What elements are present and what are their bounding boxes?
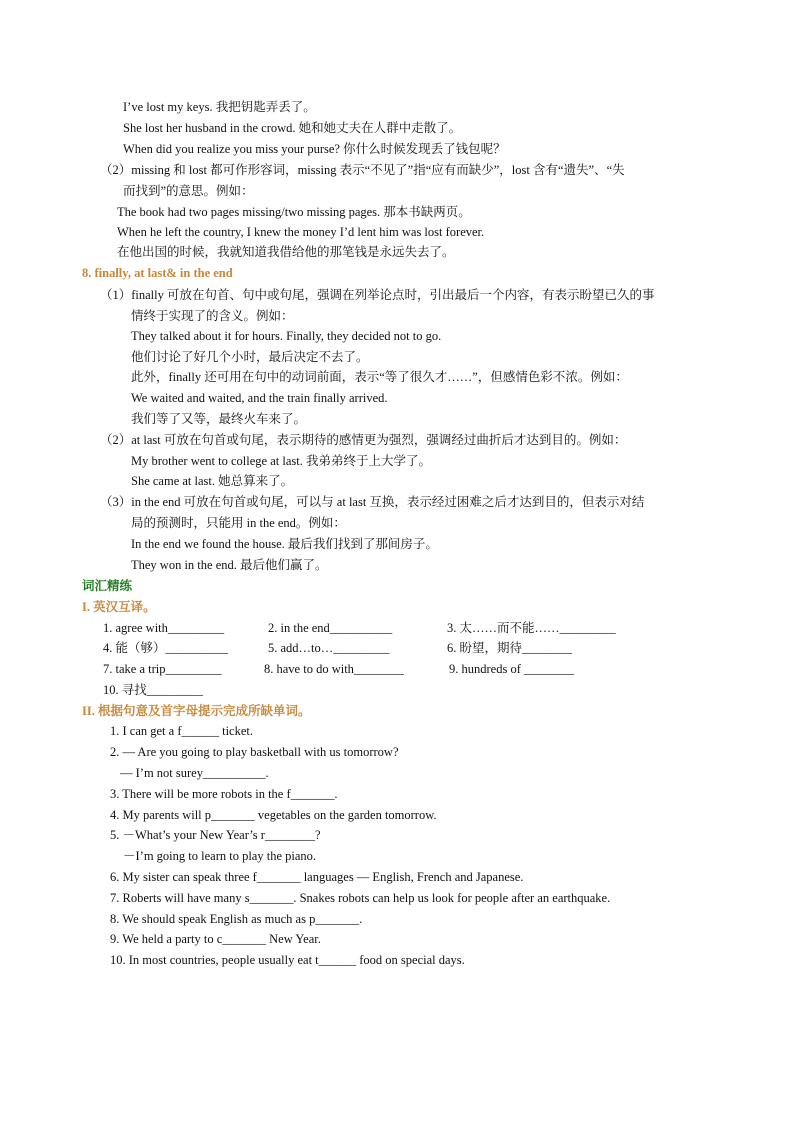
point-2-text: （2）missing 和 lost 都可作形容词，missing 表示“不见了”指“应有而缺少”，lost 含有“遗失”、“失 (100, 163, 625, 177)
exercise-item: 4. 能（够）__________ (103, 641, 229, 655)
finally-text: 情终于实现了的含义。例如： (131, 309, 294, 323)
example-line: We waited and waited, and the train finally arrived. (131, 391, 388, 405)
example-line: She lost her husband in the crowd. 她和她丈夫在人群中走散了。 (123, 121, 462, 135)
example-line: They talked about it for hours. Finally, they decided not to go. (131, 329, 442, 343)
point-2-text: 而找到”的意思。例如： (123, 184, 254, 198)
example-line: They won in the end. 最后他们赢了。 (131, 558, 328, 572)
exercise-item: 1. I can get a f______ ticket. (110, 724, 254, 738)
example-line: She came at last. 她总算来了。 (131, 474, 294, 488)
at-last-text: （2）at last 可放在句首或句尾，表示期待的感情更为强烈，强调经过曲折后才达到目的。例如： (100, 433, 627, 447)
example-line: I’ve lost my keys. 我把钥匙弄丢了。 (123, 100, 316, 114)
exercise-item: 9. We held a party to c_______ New Year. (110, 932, 321, 946)
exercise-item: 5. add…to…_________ (268, 641, 390, 655)
example-line: In the end we found the house. 最后我们找到了那间房子。 (131, 537, 438, 551)
exercise-item: 1. agree with_________ (103, 621, 225, 635)
example-line: My brother went to college at last. 我弟弟终于上大学了。 (131, 454, 431, 468)
exercise-item: 4. My parents will p_______ vegetables on the garden tomorrow. (110, 808, 437, 822)
exercise-item: 8. have to do with________ (264, 662, 404, 676)
exercise-item: 7. Roberts will have many s_______. Snakes robots can help us look for people after an earthquake. (110, 891, 611, 905)
in-the-end-text: 局的预测时，只能用 in the end。例如： (131, 516, 346, 530)
exercise-item: 3. There will be more robots in the f_______. (110, 787, 338, 801)
exercise-item: 2. — Are you going to play basketball with us tomorrow? (110, 745, 399, 759)
exercise-item: －I’m going to learn to play the piano. (123, 849, 317, 863)
exercise-item: 8. We should speak English as much as p_______. (110, 912, 363, 926)
example-line: 他们讨论了好几个小时，最后决定不去了。 (131, 350, 369, 364)
section-1-title: I. 英汉互译。 (82, 600, 156, 614)
exercise-item: 6. My sister can speak three f_______ languages — English, French and Japanese. (110, 870, 524, 884)
in-the-end-text: （3）in the end 可放在句首或句尾，可以与 at last 互换，表示经过困难之后才达到目的，但表示对结 (100, 495, 645, 509)
example-line: When he left the country, I knew the money I’d lent him was lost forever. (117, 225, 485, 239)
example-line: 我们等了又等，最终火车来了。 (131, 412, 307, 426)
example-line: 在他出国的时候，我就知道我借给他的那笔钱是永远失去了。 (117, 245, 455, 259)
exercise-item: 3. 太……而不能……_________ (447, 621, 616, 635)
exercise-item: 9. hundreds of ________ (449, 662, 574, 676)
exercise-item: 7. take a trip_________ (103, 662, 222, 676)
finally-text: 此外，finally 还可用在句中的动词前面，表示“等了很久才……”，但感情色彩不浓。例如： (131, 370, 628, 384)
finally-text: （1）finally 可放在句首、句中或句尾，强调在列举论点时，引出最后一个内容，有表示盼望已久的事 (100, 288, 655, 302)
example-line: The book had two pages missing/two missing pages. 那本书缺两页。 (117, 205, 471, 219)
section-2-title: II. 根据句意及首字母提示完成所缺单词。 (82, 704, 311, 718)
example-line: When did you realize you miss your purse? 你什么时候发现丢了钱包呢？ (123, 142, 506, 156)
exercise-item: 5. －What’s your New Year’s r________? (110, 828, 321, 842)
exercise-item: 2. in the end__________ (268, 621, 393, 635)
heading-8: 8. finally, at last& in the end (82, 266, 233, 280)
exercise-item: 10. 寻找_________ (103, 683, 204, 697)
exercise-item: 6. 盼望，期待________ (447, 641, 573, 655)
vocab-title: 词汇精练 (82, 578, 133, 593)
exercise-item: 10. In most countries, people usually eat t______ food on special days. (110, 953, 465, 967)
exercise-item: — I’m not surey__________. (120, 766, 269, 780)
